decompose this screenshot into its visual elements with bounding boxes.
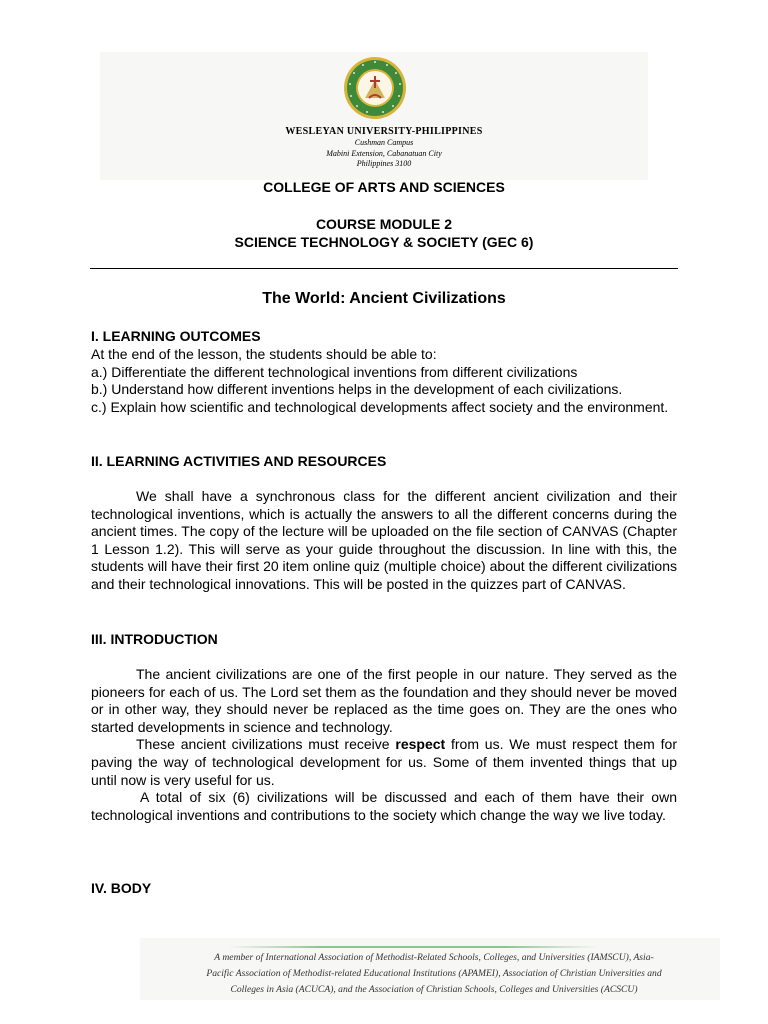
address-line: Mabini Extension, Cabanatuan City [326, 148, 442, 158]
section-heading-body: IV. BODY [91, 880, 152, 896]
introduction-text [91, 666, 677, 824]
divider [90, 268, 678, 269]
outcomes-intro: At the end of the lesson, the students should be able to: [91, 346, 437, 362]
introduction-paragraph: A total of six (6) civilizations will be discussed and each of them have their own technological inventions and contributions to the society which change the way we live today. [91, 789, 677, 823]
outcome-item: a.) Differentiate the different technological inventions from different civilizations [91, 363, 578, 380]
section-heading-introduction: III. INTRODUCTION [91, 631, 218, 647]
college-name: COLLEGE OF ARTS AND SCIENCES [263, 179, 505, 195]
section-heading-learning-outcomes: I. LEARNING OUTCOMES [91, 328, 261, 344]
introduction-paragraph [91, 736, 677, 789]
page-title: The World: Ancient Civilizations [262, 290, 506, 307]
outcome-item: c.) Explain how scientific and technological developments affect society and the environment. [91, 398, 669, 415]
footer-divider [228, 946, 598, 948]
country-line: Philippines 3100 [356, 159, 412, 168]
campus-line: Cushman Campus [354, 138, 414, 147]
introduction-paragraph: The ancient civilizations are one of the first people in our nature. They served as the pioneers for each of us. The Lord set them as the foundation and they should never be moved or in other way, they should never be replaced as the time goes on. They are the ones who started developments in science and technology. [91, 666, 677, 735]
footer-line: Pacific Association of Methodist-related Educational Institutions (APAMEI), Association of Christian Universities and [206, 968, 662, 979]
learning-activities-paragraph: We shall have a synchronous class for the different ancient civilization and their technological inventions, which is actually the answers to all the different concerns during the ancient times. The copy of the lecture will be uploaded on the file section of CANVAS (Chapter 1 Lesson 1.2). This will serve as your guide throughout the discussion. In line with this, the students will have their first 20 item online quiz (multiple choice) about the different civilizations and their technological innovations. This will be posted in the quizzes part of CANVAS. [91, 488, 677, 592]
university-name: WESLEYAN UNIVERSITY-PHILIPPINES [285, 126, 483, 137]
footer-text [150, 950, 718, 998]
footer-line: A member of International Association of Methodist-Related Schools, Colleges, and Universities (IAMSCU), Asia- [214, 952, 654, 963]
course-name: SCIENCE TECHNOLOGY & SOCIETY (GEC 6) [234, 234, 534, 250]
section-heading-learning-activities: II. LEARNING ACTIVITIES AND RESOURCES [91, 453, 387, 469]
text-run: from us. We must respect them for paving the way of technological development for us. Some of them invented things that up until now is very useful for us. [91, 736, 677, 788]
module-number: COURSE MODULE 2 [315, 216, 453, 232]
footer-line: Colleges in Asia (ACUCA), and the Association of Christian Schools, Colleges and Universities (ACSCU) [230, 984, 638, 995]
learning-outcomes-text [91, 346, 677, 416]
emphasis-respect: respect [395, 736, 446, 753]
outcome-item: b.) Understand how different inventions helps in the development of each civilizations. [91, 381, 623, 398]
university-seal-icon [343, 56, 407, 120]
text-run: These ancient civilizations must receive [136, 736, 396, 753]
university-address [200, 126, 568, 170]
